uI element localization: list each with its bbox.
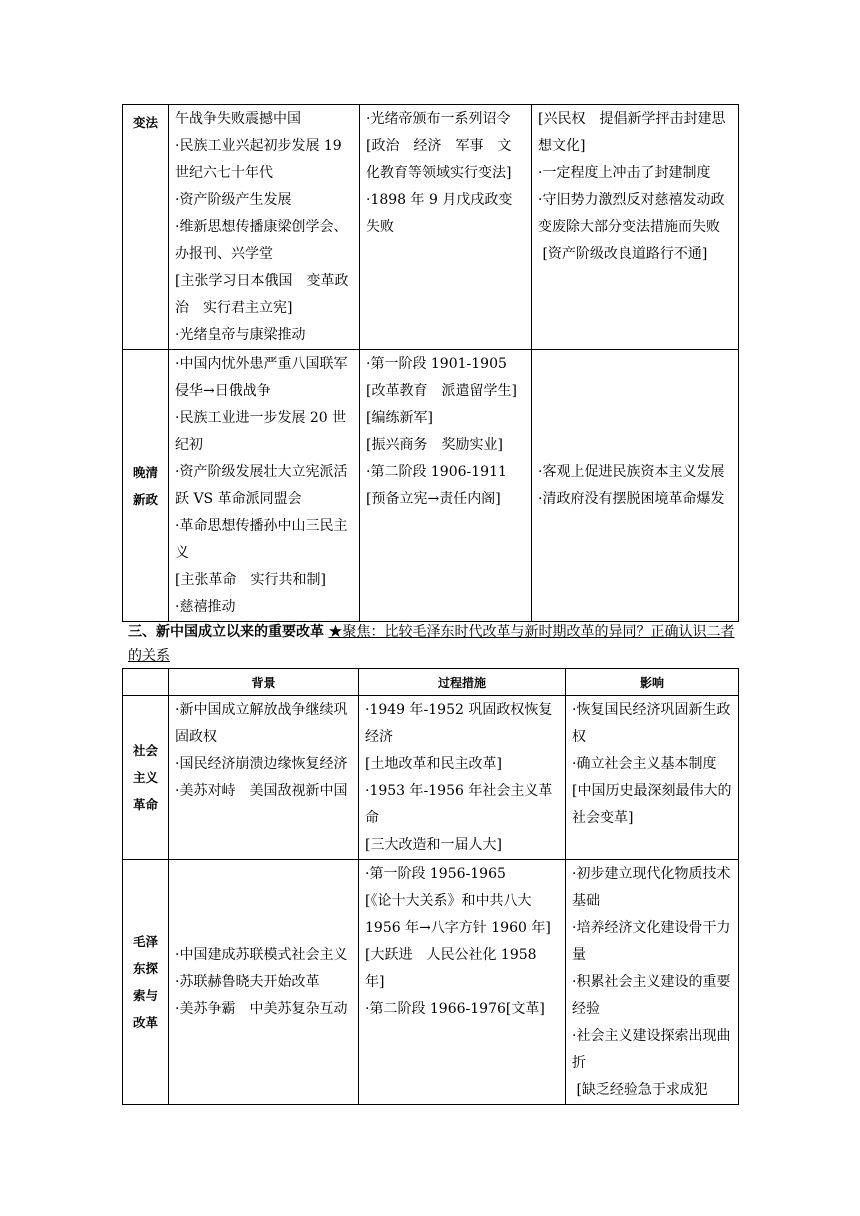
list-item: [大跃进 人民公社化 1958 年] [365,947,537,990]
list-item: ·光绪皇帝与康梁推动 [175,327,306,343]
list-item: ·资产阶级产生发展 [175,192,292,208]
list-item: ·中国内忧外患严重八国联军侵华→日俄战争 [175,356,348,399]
list-item: ·国民经济崩溃边缘恢复经济 [175,756,348,772]
row-label-text: 革命 [132,797,158,812]
list-item: [中国历史最深刻最伟大的社会变革] [572,783,732,826]
row-label-text: 改革 [132,1015,158,1030]
list-item: [缺乏经验急于求成犯 [572,1082,708,1098]
list-item: ·第二阶段 1966-1976[文革] [365,1001,545,1017]
impact-cell [532,350,739,622]
table-row-socialist-revolution [123,696,739,860]
list-item: ·中国建成苏联模式社会主义 [175,947,348,963]
reform-table-late-qing [122,104,739,622]
header-background: 背景 [169,669,359,696]
list-item: ·民族工业兴起初步发展 19 世纪六七十年代 [175,138,342,181]
row-label-text: 新政 [132,491,158,507]
row-label-text: 东探 [132,961,158,976]
list-item: ·确立社会主义基本制度 [572,756,717,772]
row-label [123,860,169,1105]
impact-cell [566,860,739,1105]
list-item: ·革命思想传播孙中山三民主义 [175,518,348,561]
list-item: ·光绪帝颁布一系列诏令 [366,111,511,127]
list-item: [政治 经济 军事 文化教育等领域实行变法] [366,138,512,181]
list-item: ·资产阶级发展壮大立宪派活跃 VS 革命派同盟会 [175,464,348,507]
header-empty [123,669,169,696]
impact-cell [532,105,739,350]
measures-cell [359,860,566,1105]
table-row-reform [123,105,739,350]
list-item: ·第一阶段 1956-1965 [365,866,506,882]
row-label-text: 索与 [132,988,158,1003]
row-label-text: 社会 [132,743,158,758]
row-label-text: 主义 [132,770,158,785]
reform-table-new-china [122,668,739,1105]
list-item: 午战争失败震撼中国 [175,111,301,127]
table-row-new-policy [123,350,739,622]
list-item: ·一定程度上冲击了封建制度 [538,165,711,181]
list-item: ·培养经济文化建设骨干力量 [572,920,731,963]
header-impact: 影响 [566,669,739,696]
list-item: [编练新军] [366,410,433,426]
list-item: ·守旧势力激烈反对慈禧发动政变废除大部分变法措施而失败 [538,192,725,235]
row-label-text: 晚清 [132,464,158,480]
list-item: ·苏联赫鲁晓夫开始改革 [175,974,320,990]
row-label [123,350,169,622]
list-item: [主张学习日本俄国 变革政治 实行君主立宪] [175,273,349,316]
measures-cell [360,105,532,350]
list-item: ·初步建立现代化物质技术基础 [572,866,731,909]
list-item: ·第一阶段 1901-1905 [366,356,507,372]
list-item: ·1953 年-1956 年社会主义革命 [365,783,553,826]
background-cell [169,350,360,622]
list-item: ·积累社会主义建设的重要经验 [572,974,731,1017]
list-item: [振兴商务 奖励实业] [366,437,503,453]
list-item: [主张革命 实行共和制] [175,572,326,588]
list-item: [改革教育 派遣留学生] [366,383,517,399]
row-label [123,105,169,350]
list-item: ·慈禧推动 [175,599,236,615]
row-label-text: 变法 [132,115,158,130]
list-item: ·民族工业进一步发展 20 世纪初 [175,410,347,453]
list-item: [土地改革和民主改革] [365,756,502,772]
list-item: ·恢复国民经济巩固新生政权 [572,702,731,745]
row-label-text: 毛泽 [132,934,158,949]
background-cell [169,696,359,860]
list-item: ·1949 年-1952 巩固政权恢复经济 [365,702,553,745]
list-item: ·第二阶段 1906-1911 [366,464,507,480]
list-item: [资产阶级改良道路行不通] [538,246,708,262]
row-label [123,696,169,860]
list-item: ·新中国成立解放战争继续巩固政权 [175,702,348,745]
measures-cell [359,696,566,860]
background-cell [169,105,360,350]
list-item: ·客观上促进民族资本主义发展 [538,464,725,480]
list-item: [兴民权 提倡新学抨击封建思想文化] [538,111,726,154]
list-item: ·美苏争霸 中美苏复杂互动 [175,1001,348,1017]
impact-cell [566,696,739,860]
header-measures: 过程措施 [359,669,566,696]
table-header-row [123,669,739,696]
list-item: ·维新思想传播康梁创学会、办报刊、兴学堂 [175,219,348,262]
list-item: ·清政府没有摆脱困境革命爆发 [538,491,725,507]
section-heading [128,620,748,668]
list-item: ·社会主义建设探索出现曲折 [572,1028,731,1071]
list-item: ·美苏对峙 美国敌视新中国 [175,783,348,799]
focus-note: ★聚焦：比较毛泽东时代改革与新时期改革的异同？正确认识二者的关系 [128,624,735,664]
list-item: [预备立宪→责任内阁] [366,491,501,507]
section-title: 三、新中国成立以来的重要改革 [128,624,324,640]
table-row-mao-exploration [123,860,739,1105]
measures-cell [360,350,532,622]
list-item: [三大改造和一届人大] [365,837,502,853]
background-cell [169,860,359,1105]
list-item: [《论十大关系》和中共八大 1956 年→八字方针 1960 年] [365,893,551,936]
list-item: ·1898 年 9 月戊戌政变失败 [366,192,513,235]
